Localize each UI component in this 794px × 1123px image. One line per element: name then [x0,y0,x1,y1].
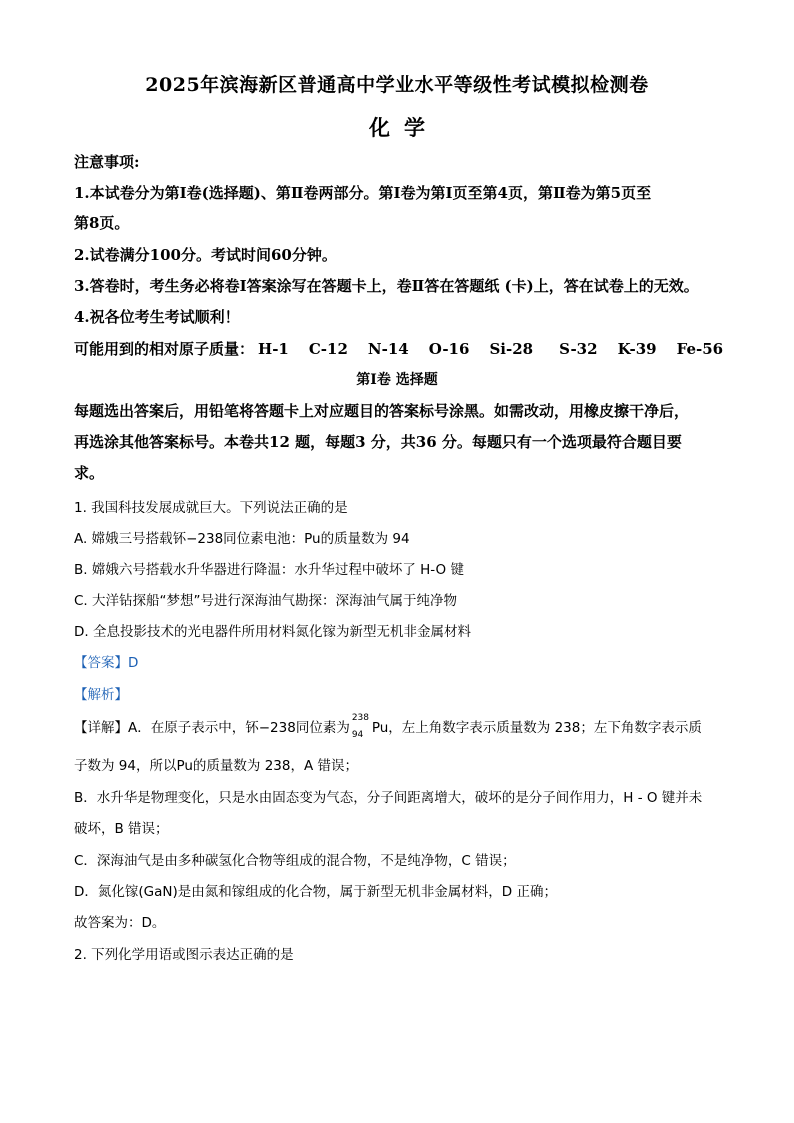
isotope-atomic-number: 94 [351,730,364,740]
mass-s: S-32 [559,340,598,358]
question-1-detail-c: C．深海油气是由多种碳氢化合物等组成的混合物，不是纯净物，C 错误； [74,853,516,869]
question-1-stem: 1. 我国科技发展成就巨大。下列说法正确的是 [74,500,348,516]
subject-title: 化学 [369,115,439,140]
section-instructions-1: 每题选出答案后，用铅笔将答题卡上对应题目的答案标号涂黑。如需改动，用橡皮擦干净后， [74,402,690,420]
note-item-2: 2.试卷满分100分。考试时间60分钟。 [74,246,337,264]
isotope-mass-number: 238 [351,713,370,723]
notes-heading: 注意事项: [74,153,140,171]
note-item-3: 3.答卷时，考生务必将卷Ⅰ答案涂写在答题卡上，卷Ⅱ答在答题纸 (卡)上，答在试卷上的无效。 [74,277,699,295]
exam-title: 2025年滨海新区普通高中学业水平等级性考试模拟检测卷 [145,74,649,96]
question-1-analysis-label: 【解析】 [74,687,128,703]
section-heading: 第Ⅰ卷 选择题 [356,372,438,388]
question-2-stem: 2. 下列化学用语或图示表达正确的是 [74,947,294,963]
mass-si: Si-28 [489,340,534,358]
note-item-1-cont: 第8页。 [74,214,130,232]
question-1-option-c: C. 大洋钻探船“梦想”号进行深海油气勘探：深海油气属于纯净物 [74,593,457,609]
question-1-conclusion: 故答案为：D。 [74,915,166,931]
detail-a-suffix: ，左上角数字表示质量数为 238；左下角数字表示质 [388,720,702,736]
mass-h: H-1 [258,340,289,358]
mass-fe: Fe-56 [676,340,724,358]
note-item-4: 4.祝各位考生考试顺利！ [74,308,240,326]
section-instructions-3: 求。 [74,464,105,482]
question-1-detail-d: D．氮化镓(GaN)是由氮和镓组成的化合物，属于新型无机非金属材料，D 正确； [74,884,557,900]
question-1-option-d: D. 全息投影技术的光电器件所用材料氮化镓为新型无机非金属材料 [74,624,471,640]
isotope-notation [351,713,370,740]
atomic-masses-line [74,338,734,359]
question-1-option-a: A. 嫦娥三号搭载钚−238同位素电池：Pu的质量数为 94 [74,531,410,547]
question-1-detail-b: B．水升华是物理变化，只是水由固态变为气态，分子间距离增大，破坏的是分子间作用力，H - O 键并未 [74,790,703,806]
detail-a-prefix: 【详解】A．在原子表示中，钚−238同位素为 [74,720,350,736]
question-1-option-b: B. 嫦娥六号搭载水升华器进行降温：水升华过程中破坏了 H-O 键 [74,562,464,578]
mass-c: C-12 [308,340,348,358]
note-item-1: 1.本试卷分为第Ⅰ卷(选择题)、第Ⅱ卷两部分。第Ⅰ卷为第Ⅰ页至第4页，第Ⅱ卷为第5页至 [74,184,652,202]
mass-o: O-16 [428,340,470,358]
isotope-symbol: Pu [371,720,389,736]
atomic-masses-label: 可能用到的相对原子质量： [74,340,255,358]
question-1-answer: 【答案】D [74,655,139,671]
question-1-detail-b-cont: 破坏，B 错误； [74,821,169,837]
section-instructions-2: 再选涂其他答案标号。本卷共12 题，每题3 分，共36 分。每题只有一个选项最符合题目要 [74,433,682,451]
mass-k: K-39 [617,340,657,358]
question-1-detail-a [74,713,734,740]
mass-n: N-14 [367,340,409,358]
question-1-detail-a-cont: 子数为 94，所以Pu的质量数为 238，A 错误； [74,758,359,774]
